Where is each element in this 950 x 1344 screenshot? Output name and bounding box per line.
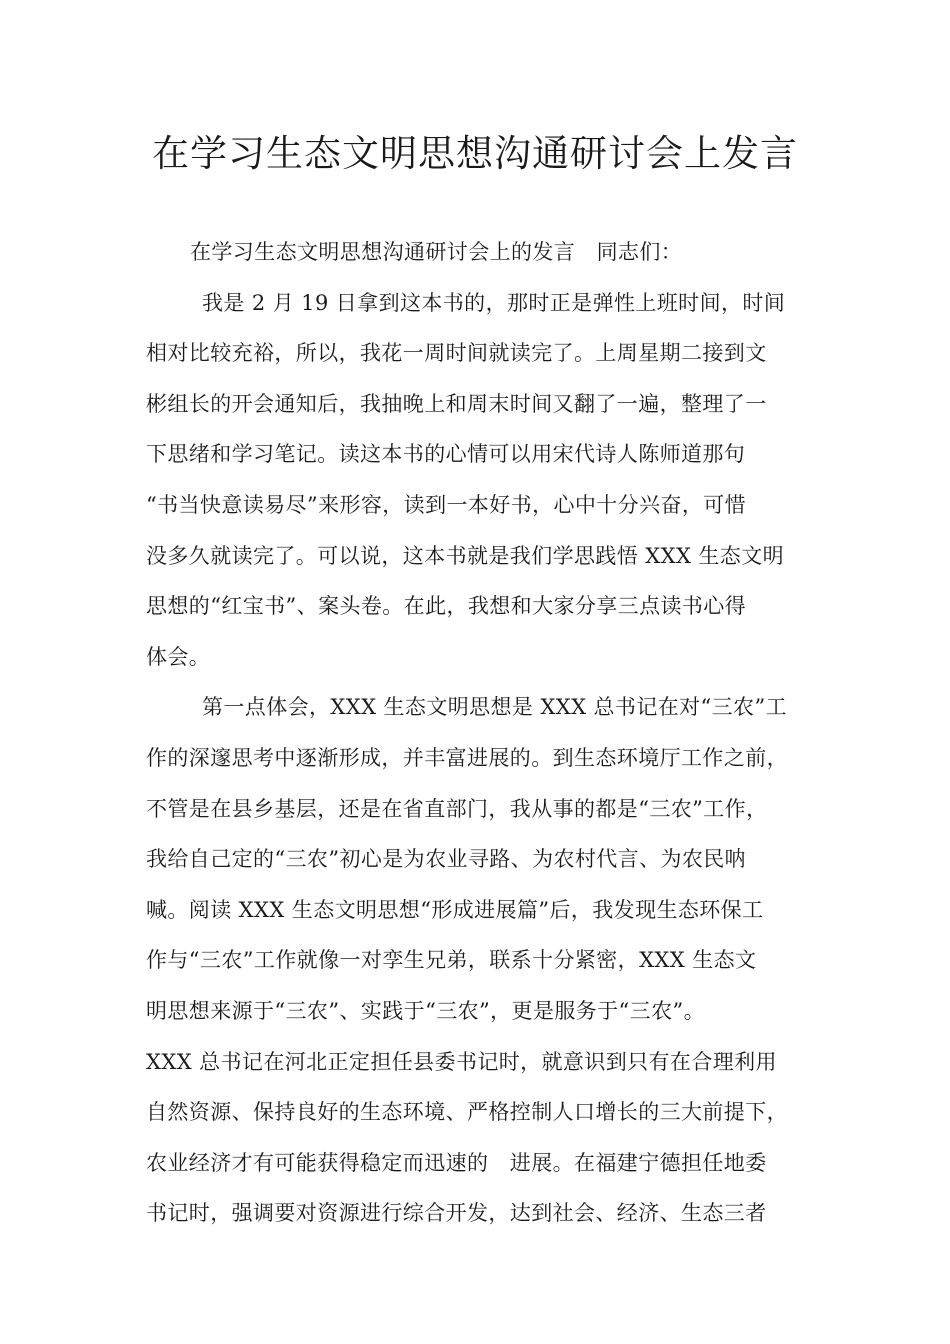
paragraph-2-line-3: 不管是在县乡基层，还是在省直部门，我从事的都是“三农”工作， xyxy=(146,796,768,821)
paragraph-2-line-11: 书记时，强调要对资源进行综合开发，达到社会、经济、生态三者 xyxy=(146,1201,767,1226)
paragraph-1-line-2: 相对比较充裕，所以，我花一周时间就读完了。上周星期二接到文 xyxy=(146,341,767,366)
paragraph-2-line-4: 我给自己定的“三农”初心是为农业寻路、为农村代言、为农民呐 xyxy=(146,847,747,872)
paragraph-1-line-6: 没多久就读完了。可以说，这本书就是我们学思践悟 XXX 生态文明 xyxy=(146,543,784,568)
paragraph-2-line-1: 第一点体会，XXX 生态文明思想是 XXX 总书记在对“三农”工 xyxy=(202,695,787,720)
paragraph-2-line-10: 农业经济才有可能获得稳定而迅速的 进展。在福建宁德担任地委 xyxy=(146,1150,767,1175)
document-body xyxy=(146,227,811,1239)
paragraph-1-line-8: 体会。 xyxy=(146,644,211,669)
paragraph-2-line-9: 自然资源、保持良好的生态环境、严格控制人口增长的三大前提下， xyxy=(146,1100,788,1125)
paragraph-2-line-8: XXX 总书记在河北正定担任县委书记时，就意识到只有在合理利用 xyxy=(146,1049,777,1074)
paragraph-1-line-7: 思想的“红宝书”、案头卷。在此，我想和大家分享三点读书心得 xyxy=(146,594,747,619)
paragraph-2-line-2: 作的深邃思考中逐渐形成，并丰富进展的。到生态环境厅工作之前， xyxy=(146,745,788,770)
paragraph-2-line-6: 作与“三农”工作就像一对孪生兄弟，联系十分紧密，XXX 生态文 xyxy=(146,948,757,973)
opening-line: 在学习生态文明思想沟通研讨会上的发言 同志们： xyxy=(190,240,683,264)
paragraph-1-line-5: “书当快意读易尽”来形容，读到一本好书，心中十分兴奋，可惜 xyxy=(146,492,747,517)
paragraph-1-line-4: 下思绪和学习笔记。读这本书的心情可以用宋代诗人陈师道那句 xyxy=(146,442,746,467)
paragraph-1-line-1: 我是 2 月 19 日拿到这本书的，那时正是弹性上班时间，时间 xyxy=(202,290,786,315)
paragraph-2-line-7: 明思想来源于“三农”、实践于“三农”，更是服务于“三农”。 xyxy=(146,998,706,1023)
paragraph-1-line-3: 彬组长的开会通知后，我抽晚上和周末时间又翻了一遍，整理了一 xyxy=(146,391,767,416)
paragraph-2-line-5: 喊。阅读 XXX 生态文明思想“形成进展篇”后，我发现生态环保工 xyxy=(146,897,764,922)
document-title: 在学习生态文明思想沟通研讨会上发言 xyxy=(152,132,798,175)
